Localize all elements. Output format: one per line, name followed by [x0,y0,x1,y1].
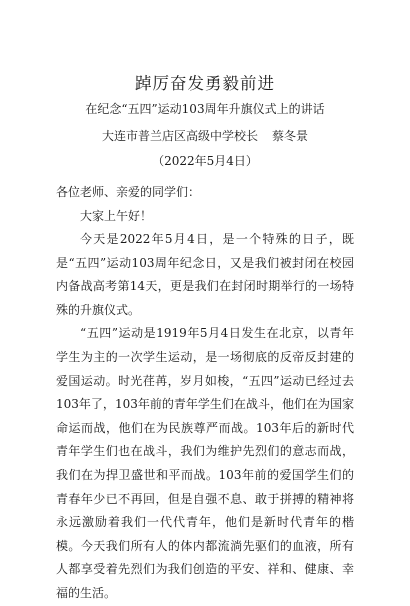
greeting-block [56,205,354,229]
document-subtitle: 在纪念“五四”运动103周年升旗仪式上的讲话 [85,102,325,116]
body-paragraphs [56,228,354,606]
document-date: （2022年5月4日） [152,154,258,168]
paragraph: 今天是2022年5月4日，是一个特殊的日子，既是“五四”运动103周年纪念日，又是我们被封闭在校园内备战高考第14天，更是我们在封闭时期举行的一场特殊的升旗仪式。 [56,232,354,317]
author-org: 大连市普兰店区高级中学校长 [101,129,258,143]
document-title: 踔厉奋发勇毅前进 [135,74,275,93]
salutation: 各位老师、亲爱的同学们： [56,185,201,199]
paragraph: “五四”运动是1919年5月4日发生在北京，以青年学生为主的一次学生运动，是一场彻底的反帝反封建的爱国运动。时光荏苒，岁月如梭，“五四”运动已经过去103年了，103年前的青年学生们在战斗，他们在为国家命运而战，他们在为民族尊严而战。103年后的新时代青年学生们也在战斗，我们为维护先烈们的意志而战，我们在为捍卫盛世和平而战。103年前的爱国学生们的青春年少已不再回，但是自强不息、敢于拼搏的精神将永远激励着我们一代代青年，他们是新时代青年的楷模。今天我们所有人的体内都流淌先驱们的血液，所有人都享受着先烈们为我们创造的平安、祥和、健康、幸福的生活。 [56,326,354,600]
greeting: 大家上午好！ [80,209,153,223]
author-line [0,128,410,144]
author-name: 蔡冬景 [272,129,309,143]
